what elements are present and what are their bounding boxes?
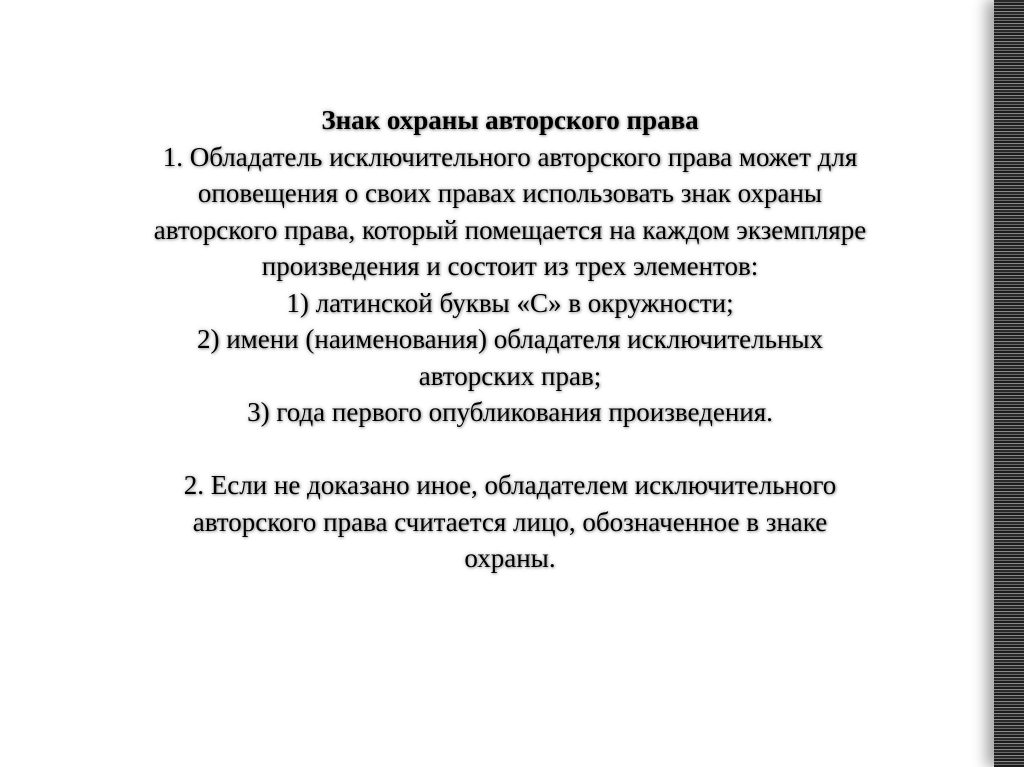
list-item-2-cont: авторских прав; (418, 360, 602, 391)
decorative-right-border (994, 0, 1024, 767)
slide-title: Знак охраны авторского права (321, 105, 699, 135)
list-item-3: 3) года первого опубликования произведения. (247, 397, 773, 427)
paragraph2-line: авторского права считается лицо, обозначенное в знаке (192, 506, 828, 537)
paragraph-gap (60, 431, 960, 468)
paragraph1-line: авторского права, который помещается на каждом экземпляре (153, 214, 867, 245)
slide-text (60, 102, 960, 577)
paragraph1-line: оповещения о своих правах использовать знак охраны (197, 178, 823, 208)
paragraph2-line: охраны. (464, 543, 556, 573)
paragraph1-line: произведения и состоит из трех элементов: (261, 251, 759, 281)
paragraph2-line: 2. Если не доказано иное, обладателем исключительного (183, 470, 837, 500)
list-item-1: 1) латинской буквы «С» в окружности; (286, 287, 734, 318)
paragraph1-line: 1. Обладатель исключительного авторского права может для (162, 141, 858, 172)
list-item-2: 2) имени (наименования) обладателя исключительных (196, 324, 824, 354)
